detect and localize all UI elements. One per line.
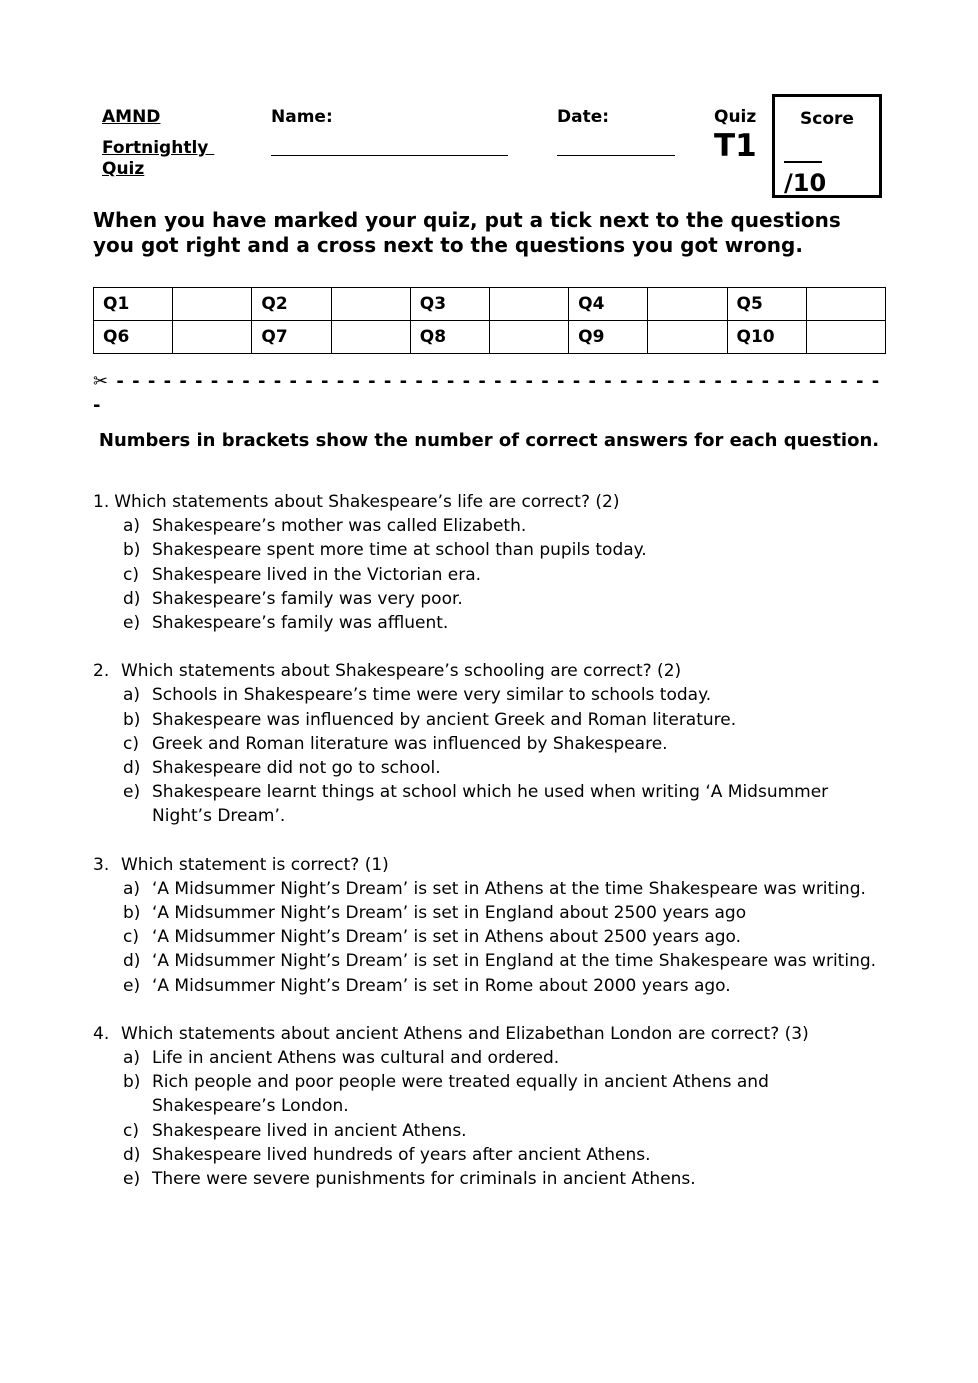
question-2 [93, 659, 885, 828]
answer-option [93, 538, 885, 562]
mark-cell[interactable] [331, 288, 410, 321]
question-text: Which statement is correct? (1) [121, 854, 389, 875]
question-list [93, 490, 885, 1215]
option-letter: d) [123, 588, 141, 609]
option-text: Shakespeare learnt things at school which he used when writing ‘A Midsummer Night’s Dream’. [152, 782, 829, 827]
question-label-cell: Q8 [410, 321, 489, 354]
answer-option [93, 877, 885, 901]
question-number: 3. [93, 854, 110, 875]
date-label: Date: [557, 107, 610, 127]
mark-cell[interactable] [806, 321, 885, 354]
answer-option [93, 1070, 885, 1118]
question-stem [93, 659, 885, 683]
quiz-label: Quiz [714, 107, 757, 127]
option-text: ‘A Midsummer Night’s Dream’ is set in Athens about 2500 years ago. [152, 927, 742, 948]
score-box [772, 94, 882, 198]
mark-cell[interactable] [489, 288, 568, 321]
option-text: Shakespeare was influenced by ancient Greek and Roman literature. [152, 709, 737, 730]
option-text: Greek and Roman literature was influenced by Shakespeare. [152, 733, 668, 754]
option-letter: e) [123, 782, 141, 803]
quiz-code: T1 [714, 128, 757, 164]
option-text: ‘A Midsummer Night’s Dream’ is set in England about 2500 years ago [152, 903, 747, 924]
option-text: Rich people and poor people were treated equally in ancient Athens and Shakespeare’s London. [152, 1072, 769, 1117]
score-total: /10 [784, 169, 827, 197]
question-number: 2. [93, 661, 110, 682]
question-text: Which statements about Shakespeare’s life are correct? (2) [114, 492, 620, 512]
question-label-cell: Q7 [252, 321, 331, 354]
mark-cell[interactable] [331, 321, 410, 354]
option-letter: c) [123, 733, 139, 754]
option-text: Shakespeare lived in the Victorian era. [152, 564, 482, 585]
answer-option [93, 1167, 885, 1191]
quiz-subtitle-line1: Fortnightly [102, 138, 209, 158]
option-letter: e) [123, 975, 141, 996]
answer-option [93, 563, 885, 587]
option-letter: c) [123, 927, 139, 948]
question-3 [93, 853, 885, 998]
question-text: Which statements about ancient Athens and Elizabethan London are correct? (3) [121, 1023, 809, 1044]
answer-option [93, 949, 885, 973]
option-letter: d) [123, 1144, 141, 1165]
option-text: Life in ancient Athens was cultural and ordered. [152, 1048, 560, 1069]
mark-cell[interactable] [648, 321, 727, 354]
question-number: 1. [93, 492, 110, 512]
option-letter: e) [123, 1169, 141, 1190]
answer-option [93, 732, 885, 756]
answer-option [93, 974, 885, 998]
option-letter: c) [123, 564, 139, 585]
question-label-cell: Q4 [569, 288, 648, 321]
question-label-cell: Q2 [252, 288, 331, 321]
answer-option [93, 756, 885, 780]
option-text: ‘A Midsummer Night’s Dream’ is set in Rome about 2000 years ago. [152, 975, 731, 996]
answer-option [93, 1119, 885, 1143]
option-text: Shakespeare’s family was affluent. [152, 613, 449, 634]
option-letter: e) [123, 613, 141, 634]
brackets-note: Numbers in brackets show the number of correct answers for each question. [98, 430, 880, 451]
option-letter: c) [123, 1120, 139, 1141]
cut-line [93, 370, 885, 418]
option-text: Schools in Shakespeare’s time were very similar to schools today. [152, 685, 712, 706]
answer-option [93, 611, 885, 635]
option-letter: b) [123, 540, 141, 561]
question-stem [93, 1022, 885, 1046]
score-field[interactable] [784, 161, 822, 163]
answer-option [93, 901, 885, 925]
option-letter: b) [123, 903, 141, 924]
option-letter: a) [123, 685, 141, 706]
question-label-cell: Q9 [569, 321, 648, 354]
option-text: There were severe punishments for criminals in ancient Athens. [152, 1169, 696, 1190]
option-text: Shakespeare did not go to school. [152, 758, 441, 779]
option-text: ‘A Midsummer Night’s Dream’ is set in Athens at the time Shakespeare was writing. [152, 878, 866, 899]
mark-cell[interactable] [806, 288, 885, 321]
option-text: Shakespeare spent more time at school than pupils today. [152, 540, 647, 561]
question-4 [93, 1022, 885, 1191]
marks-table [93, 287, 886, 354]
answer-option [93, 708, 885, 732]
option-letter: b) [123, 709, 141, 730]
option-text: Shakespeare lived hundreds of years after ancient Athens. [152, 1144, 651, 1165]
answer-option [93, 1046, 885, 1070]
question-label-cell: Q1 [94, 288, 173, 321]
option-text: Shakespeare’s family was very poor. [152, 588, 463, 609]
option-letter: a) [123, 516, 141, 537]
question-label-cell: Q5 [727, 288, 806, 321]
question-stem [93, 853, 885, 877]
option-letter: d) [123, 951, 141, 972]
answer-option [93, 925, 885, 949]
option-text: Shakespeare’s mother was called Elizabeth. [152, 516, 527, 537]
question-label-cell: Q10 [727, 321, 806, 354]
mark-cell[interactable] [489, 321, 568, 354]
question-text: Which statements about Shakespeare’s schooling are correct? (2) [121, 661, 682, 682]
quiz-subtitle [102, 138, 214, 180]
score-label: Score [800, 109, 854, 129]
option-letter: b) [123, 1072, 141, 1093]
quiz-subtitle-line2: Quiz [102, 159, 145, 179]
date-field[interactable] [557, 138, 675, 156]
mark-cell[interactable] [648, 288, 727, 321]
name-field[interactable] [271, 138, 508, 156]
option-letter: a) [123, 878, 141, 899]
cut-line-dashes: - - - - - - - - - - - - - - - - - - - - - - - - - - - - - - - - - - - - - - - - - - - - - - - - - - [93, 371, 880, 416]
option-text: Shakespeare lived in ancient Athens. [152, 1120, 467, 1141]
answer-option [93, 514, 885, 538]
table-row [94, 321, 886, 354]
scissors-icon: ✂ [93, 371, 109, 392]
answer-option [93, 587, 885, 611]
mark-cell[interactable] [173, 288, 252, 321]
quiz-title: AMND [102, 107, 161, 127]
name-label: Name: [271, 107, 333, 127]
table-row [94, 288, 886, 321]
question-label-cell: Q3 [410, 288, 489, 321]
question-label-cell: Q6 [94, 321, 173, 354]
answer-option [93, 683, 885, 707]
marking-instruction: When you have marked your quiz, put a tick next to the questions you got right and a cross next to the questions you got wrong. [93, 208, 841, 257]
option-letter: a) [123, 1048, 141, 1069]
mark-cell[interactable] [173, 321, 252, 354]
answer-option [93, 780, 885, 828]
answer-option [93, 1143, 885, 1167]
option-letter: d) [123, 758, 141, 779]
question-stem [93, 490, 885, 514]
question-number: 4. [93, 1023, 110, 1044]
option-text: ‘A Midsummer Night’s Dream’ is set in England at the time Shakespeare was writing. [152, 951, 877, 972]
question-1 [93, 490, 885, 635]
